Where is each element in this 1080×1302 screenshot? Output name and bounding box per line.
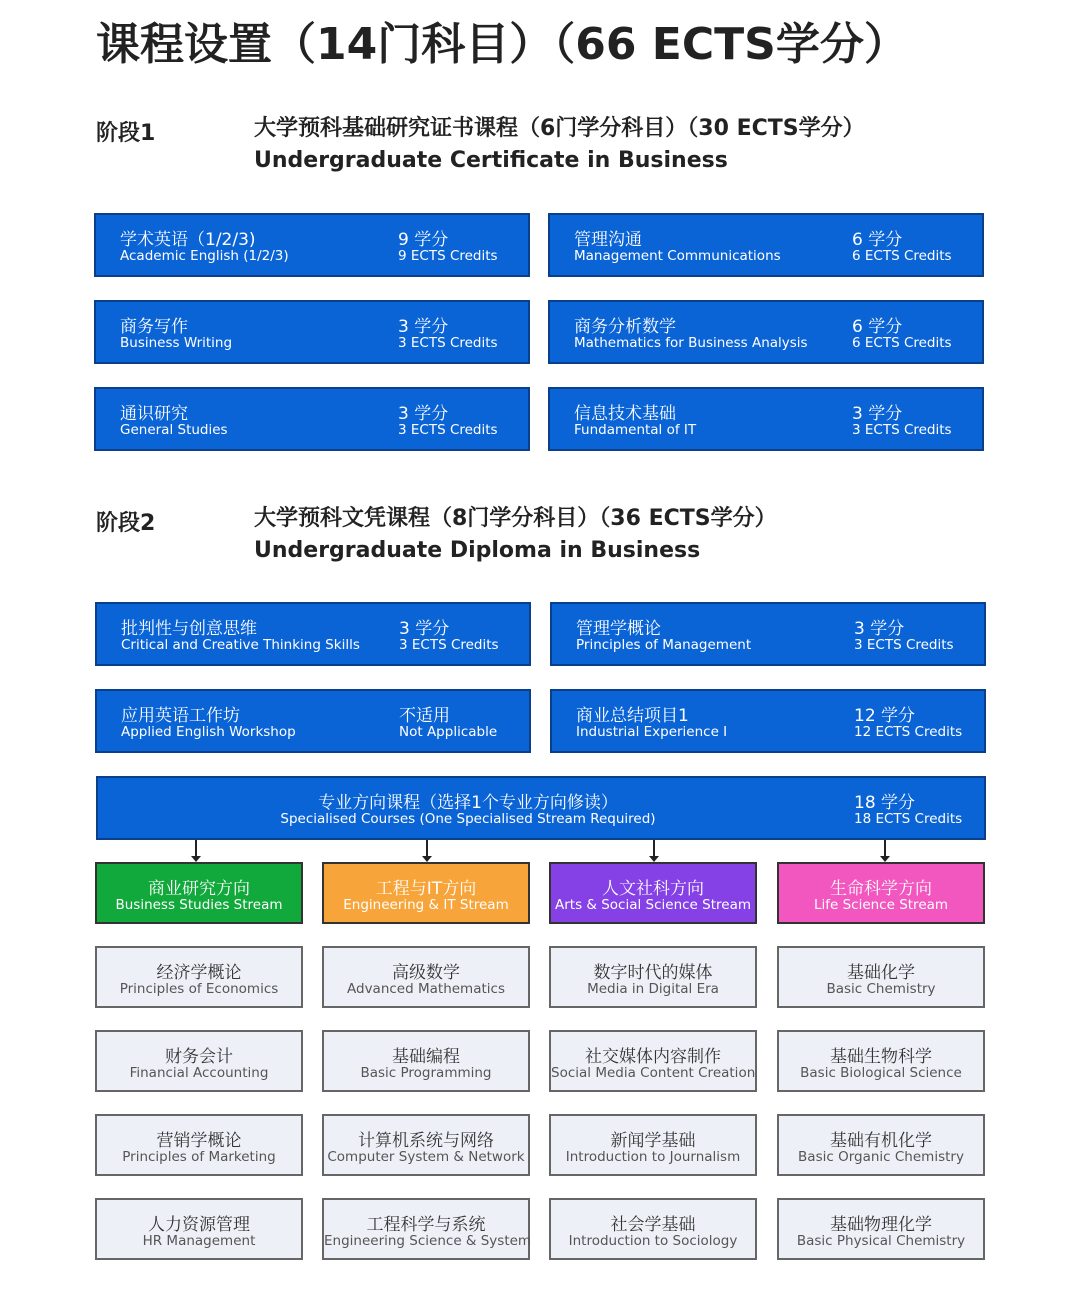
course-name-cn: 通识研究 — [120, 404, 188, 424]
specialised-credits-en: 18 ECTS Credits — [854, 811, 963, 827]
stream-course-en: Basic Biological Science — [800, 1065, 962, 1081]
stream-course-cn: 社会学基础 — [610, 1215, 696, 1235]
stream-course-card — [322, 1198, 530, 1260]
course-credits-cn: 3 学分 — [398, 317, 449, 337]
stream-name-cn: 生命科学方向 — [830, 879, 932, 899]
stream-header-arts-social-science — [549, 862, 757, 924]
stage1-title-en: Undergraduate Certificate in Business — [254, 148, 728, 173]
arrow-down-icon — [426, 840, 428, 858]
stream-course-cn: 数字时代的媒体 — [593, 963, 713, 983]
stream-header-life-science — [777, 862, 985, 924]
arrow-down-icon — [884, 840, 886, 858]
course-credits-cn: 9 学分 — [398, 230, 449, 250]
stream-course-card — [777, 1198, 985, 1260]
course-credits-en: 9 ECTS Credits — [398, 248, 498, 264]
course-card — [548, 387, 984, 451]
stream-name-en: Life Science Stream — [813, 897, 949, 913]
course-name-en: Principles of Management — [576, 637, 752, 653]
course-name-cn: 应用英语工作坊 — [121, 706, 240, 726]
stream-course-cn: 基础编程 — [392, 1047, 460, 1067]
stream-name-cn: 人文社科方向 — [602, 879, 704, 899]
stage2-label: 阶段2 — [96, 511, 156, 536]
stream-course-en: Principles of Marketing — [122, 1149, 276, 1165]
course-credits-cn: 6 学分 — [852, 230, 903, 250]
stream-course-card — [549, 1030, 757, 1092]
course-name-cn: 商业总结项目1 — [576, 706, 689, 726]
stream-course-cn: 经济学概论 — [156, 963, 242, 983]
stream-course-card — [777, 946, 985, 1008]
course-name-en: Business Writing — [120, 335, 233, 351]
course-name-en: Fundamental of IT — [574, 422, 697, 438]
specialised-credits-cn: 18 学分 — [854, 793, 916, 813]
course-card — [94, 300, 530, 364]
course-name-cn: 商务分析数学 — [574, 317, 676, 337]
page-title: 课程设置（14门科目）（66 ECTS学分） — [96, 19, 908, 70]
stream-name-cn: 商业研究方向 — [148, 879, 250, 899]
course-card — [94, 213, 530, 277]
stream-course-en: Media in Digital Era — [587, 981, 719, 997]
arrow-down-icon — [195, 840, 197, 858]
stream-course-card — [95, 946, 303, 1008]
stream-header-business — [95, 862, 303, 924]
stream-course-cn: 高级数学 — [392, 963, 460, 983]
stream-course-card — [549, 1198, 757, 1260]
stream-course-cn: 基础化学 — [847, 963, 915, 983]
stream-course-card — [95, 1198, 303, 1260]
course-card — [95, 689, 531, 753]
course-card — [550, 689, 986, 753]
stream-course-card — [95, 1030, 303, 1092]
course-name-en: Critical and Creative Thinking Skills — [121, 637, 360, 653]
stream-course-card — [322, 1114, 530, 1176]
stream-course-en: Computer System & Network — [327, 1149, 525, 1165]
stream-name-cn: 工程与IT方向 — [375, 879, 477, 899]
stream-name-en: Engineering & IT Stream — [343, 897, 509, 913]
course-name-cn: 商务写作 — [120, 317, 188, 337]
stream-course-cn: 基础物理化学 — [830, 1215, 932, 1235]
stream-course-cn: 新闻学基础 — [610, 1131, 696, 1151]
course-credits-en: 3 ECTS Credits — [852, 422, 952, 438]
stream-course-card — [549, 1114, 757, 1176]
course-name-cn: 批判性与创意思维 — [121, 619, 257, 639]
course-credits-cn: 不适用 — [399, 706, 450, 726]
stream-course-cn: 人力资源管理 — [148, 1215, 250, 1235]
course-name-en: Mathematics for Business Analysis — [574, 335, 808, 351]
course-name-en: Applied English Workshop — [121, 724, 296, 740]
stage1-label: 阶段1 — [96, 121, 156, 146]
course-name-cn: 管理沟通 — [574, 230, 642, 250]
course-name-en: Academic English (1/2/3) — [120, 248, 289, 264]
course-credits-en: 12 ECTS Credits — [854, 724, 963, 740]
arrow-down-icon — [653, 840, 655, 858]
course-credits-en: 3 ECTS Credits — [398, 422, 498, 438]
stream-course-card — [549, 946, 757, 1008]
course-credits-cn: 3 学分 — [854, 619, 905, 639]
course-credits-cn: 12 学分 — [854, 706, 916, 726]
stream-name-en: Arts & Social Science Stream — [554, 897, 751, 913]
stream-course-en: Advanced Mathematics — [347, 981, 505, 997]
stream-course-card — [777, 1114, 985, 1176]
stream-course-en: Basic Physical Chemistry — [796, 1233, 966, 1249]
stream-course-en: Engineering Science & System — [324, 1233, 532, 1249]
stream-course-en: Financial Accounting — [129, 1065, 269, 1081]
stream-course-en: Basic Chemistry — [826, 981, 936, 997]
course-name-cn: 管理学概论 — [576, 619, 661, 639]
course-name-cn: 信息技术基础 — [574, 404, 676, 424]
stream-course-card — [322, 1030, 530, 1092]
stream-course-cn: 基础有机化学 — [830, 1131, 932, 1151]
course-credits-cn: 6 学分 — [852, 317, 903, 337]
course-name-en: General Studies — [120, 422, 228, 438]
course-name-en: Management Communications — [574, 248, 781, 264]
course-credits-en: 3 ECTS Credits — [398, 335, 498, 351]
stream-name-en: Business Studies Stream — [115, 897, 283, 913]
stream-course-cn: 基础生物科学 — [830, 1047, 932, 1067]
stream-course-card — [777, 1030, 985, 1092]
course-card — [548, 213, 984, 277]
specialised-name-en: Specialised Courses (One Specialised Stream Required) — [280, 811, 656, 827]
course-credits-en: 6 ECTS Credits — [852, 248, 952, 264]
stream-course-cn: 社交媒体内容制作 — [585, 1047, 721, 1067]
course-card — [548, 300, 984, 364]
stream-course-en: Introduction to Journalism — [565, 1149, 741, 1165]
course-credits-en: 3 ECTS Credits — [854, 637, 954, 653]
course-credits-en: Not Applicable — [399, 724, 498, 740]
specialised-courses-card — [96, 776, 986, 840]
stream-course-en: Principles of Economics — [119, 981, 279, 997]
course-card — [550, 602, 986, 666]
stream-course-card — [322, 946, 530, 1008]
stage1-title-cn: 大学预科基础研究证书课程（6门学分科目）（30 ECTS学分） — [254, 116, 865, 141]
stream-course-cn: 财务会计 — [165, 1047, 233, 1067]
course-credits-cn: 3 学分 — [398, 404, 449, 424]
stream-course-en: Social Media Content Creation — [551, 1065, 756, 1081]
stream-course-en: Basic Programming — [360, 1065, 492, 1081]
course-credits-cn: 3 学分 — [399, 619, 450, 639]
course-card — [95, 602, 531, 666]
course-card — [94, 387, 530, 451]
stage2-title-cn: 大学预科文凭课程（8门学分科目）（36 ECTS学分） — [254, 506, 777, 531]
stream-course-cn: 营销学概论 — [156, 1131, 242, 1151]
stage1-title — [254, 113, 865, 177]
course-credits-en: 3 ECTS Credits — [399, 637, 499, 653]
stream-course-cn: 工程科学与系统 — [366, 1215, 486, 1235]
specialised-name-cn: 专业方向课程（选择1个专业方向修读） — [318, 793, 618, 813]
course-name-en: Industrial Experience I — [576, 724, 728, 740]
stream-course-en: Introduction to Sociology — [568, 1233, 738, 1249]
stage2-title — [254, 503, 777, 567]
stage2-title-en: Undergraduate Diploma in Business — [254, 538, 701, 563]
course-name-cn: 学术英语（1/2/3) — [120, 230, 256, 250]
course-credits-cn: 3 学分 — [852, 404, 903, 424]
stream-course-en: HR Management — [142, 1233, 256, 1249]
stream-header-engineering-it — [322, 862, 530, 924]
stream-course-en: Basic Organic Chemistry — [798, 1149, 964, 1165]
course-credits-en: 6 ECTS Credits — [852, 335, 952, 351]
stream-course-card — [95, 1114, 303, 1176]
stream-course-cn: 计算机系统与网络 — [358, 1131, 494, 1151]
